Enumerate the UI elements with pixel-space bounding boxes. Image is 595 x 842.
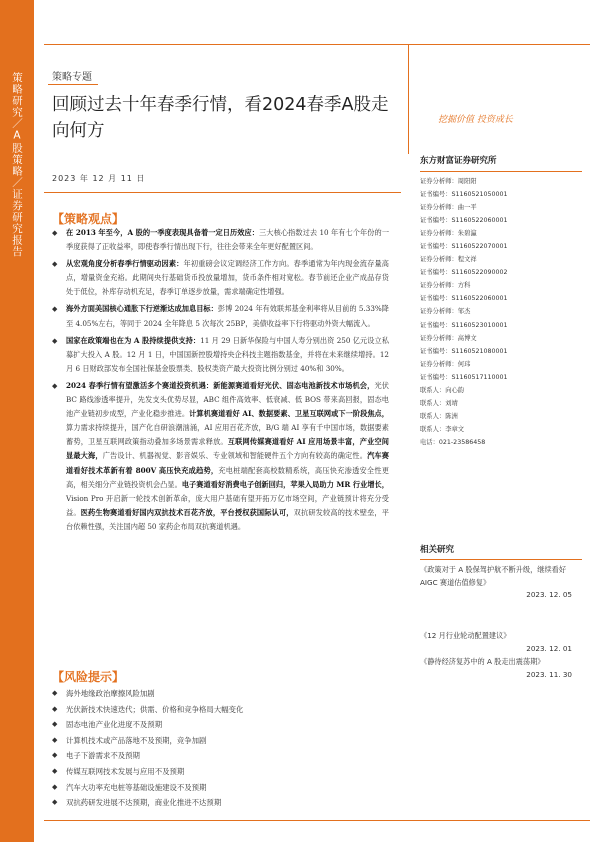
summary-paragraph-2 — [52, 257, 389, 299]
paragraph-3-lead: 海外方面美国核心通胀下行逆渐达成加息目标： — [66, 304, 218, 314]
risk-heading: 【风险提示】 — [52, 670, 125, 684]
related-research-heading: 相关研究 — [420, 543, 582, 560]
risk-item: ◆ 电子下游需求不及预期 — [52, 748, 243, 764]
analyst-line: 证券分析师：朱碧瀛 — [420, 230, 477, 238]
analyst-line: 证券分析师：高博文 — [420, 334, 477, 342]
analyst-line: 证书编号：S1160521050001 — [420, 191, 508, 199]
analyst-line: 证书编号：S1160522090002 — [420, 269, 508, 277]
related-report-date: 2023. 12. 05 — [526, 590, 572, 599]
risk-item: ◆ 汽车大功率充电桩等基础设施建设不及预期 — [52, 780, 243, 796]
analyst-line: 证券分析师：周阳阳 — [420, 178, 477, 185]
analyst-line: 证券分析师：曲一平 — [420, 204, 477, 212]
category-underline — [48, 84, 98, 85]
analyst-line: 证书编号：S1160522060001 — [420, 295, 508, 303]
related-report-1[interactable] — [420, 564, 582, 602]
paragraph-1-lead: 在 2013 年至今，A 股的一季度表现具备着一定日历效应： — [66, 228, 260, 237]
research-institute: 东方财富证券研究所 — [420, 154, 582, 172]
analyst-line: 证券分析师：邹杰 — [420, 308, 471, 316]
paragraph-5-lead-6: 医药生物赛道看好国内双抗技术百花齐放，平台授权获国际认可， — [80, 507, 294, 517]
report-category: 策略专题 — [52, 72, 92, 83]
analyst-line: 电话：021-23586458 — [420, 438, 486, 446]
risk-item: ◆ 传媒互联网技术发展与应用不及预期 — [52, 764, 243, 780]
analyst-line: 证券分析师：方科 — [420, 282, 471, 290]
related-report-date: 2023. 12. 01 — [526, 643, 572, 653]
analyst-line: 联系人：陈洲 — [420, 412, 458, 420]
paragraph-5-text-3: 广告设计、机器视觉、影音娱乐、专业领域和智能硬件五个方向有较高的确定性。 — [102, 451, 368, 461]
paragraph-4-lead: 国家在政策端也在为 A 股持续提供支持： — [66, 335, 201, 345]
summary-heading: 【策略观点】 — [52, 212, 125, 226]
bottom-divider — [44, 820, 590, 821]
related-report-title[interactable]: 《政策对于 A 股保驾护航不断升级，继续看好 AIGC 赛道估值修复》 — [420, 565, 567, 587]
summary-paragraph-4 — [52, 334, 389, 376]
related-report-3[interactable] — [420, 656, 582, 681]
analyst-list — [420, 175, 582, 449]
header-vertical-divider — [408, 44, 409, 154]
summary-paragraph-5 — [52, 379, 389, 534]
analyst-line: 证书编号：S1160521080001 — [420, 347, 508, 355]
risk-item: ◆ 双抗药研发进展不达预期，商业化推进不达预期 — [52, 795, 243, 811]
paragraph-1-text: 三大核心指数过去 10 年有七个年份的一季度获得了正收益率，即使春季行情出现下行，往往会带来全年更好配置区间。 — [66, 228, 390, 252]
analyst-line: 证书编号：S1160522070001 — [420, 243, 508, 251]
analyst-line: 证书编号：S1160517110001 — [420, 373, 508, 381]
paragraph-5-text: 光伏 BC 路线渗透率提升，先发支头优势尽显，ABC 组件高效率、低衰减、低 BOS 带来高回报，固态电池产业链初步成型，产业化稳步推进。 — [66, 380, 389, 419]
paragraph-5-lead-3: 互联网传媒赛道看好 AI 应用场景丰富，产业空间显最大海， — [66, 437, 389, 461]
paragraph-5-lead-2: 计算机赛道看好 AI、数据要素、卫星互联网或下一阶段焦点， — [189, 409, 389, 419]
paragraph-5-text-2: 算力需求持续提升，国产化自研浪潮汹涌，AI 应用百花齐放，B/G 端 AI 享有千中国市场，数据要素蓄势，卫星互联网政策指动叠加多场景需求释放。 — [66, 423, 389, 447]
paragraph-5-lead-4: 汽车赛道看好技术革新有着 800V 高压快充成趋势， — [66, 451, 389, 475]
analyst-line: 联系人：刘靖 — [420, 399, 458, 407]
sidebar-band — [0, 0, 34, 842]
paragraph-5-lead: 2024 春季行情有望激活多个赛道投资机遇：新能源赛道看好光伏、固态电池新技术市场机会， — [66, 380, 375, 390]
paragraph-3-text: 彭博 2024 年有效联邦基金利率将从目前的 5.33%降至 4.05%左右，等同于 2024 全年降息 5 次每次 25BP，美债收益率下行将驱动外资大幅流入。 — [66, 304, 389, 328]
related-report-title[interactable]: 《静待经济复苏中的 A 股走出震荡期》 — [420, 657, 545, 666]
report-date: 2023 年 12 月 11 日 — [52, 174, 146, 183]
analyst-line: 证券分析师：程文祥 — [420, 256, 477, 264]
summary-body — [52, 226, 389, 537]
sidebar-label: 策略研究／A股策略／证券研究报告 — [11, 72, 23, 258]
summary-paragraph-3 — [52, 302, 389, 330]
risk-item: ◆ 固态电池产业化进度不及预期 — [52, 717, 243, 733]
risk-item: ◆ 光伏新技术快速迭代；供需、价格和竞争格局大幅变化 — [52, 702, 243, 718]
related-report-date: 2023. 11. 30 — [526, 669, 572, 679]
date-divider — [44, 192, 401, 193]
top-divider — [44, 44, 590, 45]
analyst-line: 证券分析师：何玮 — [420, 360, 471, 368]
summary-paragraph-1 — [52, 226, 389, 254]
analyst-line: 联系人：向心韵 — [420, 386, 465, 394]
paragraph-5-text-5: Vision Pro 开启新一轮技术创新革命，庞大用户基础有望开拓万亿市场空间，产业链预计将充分受益。 — [66, 493, 389, 517]
paragraph-2-lead: 从宏观角度分析春季行情驱动因素： — [66, 259, 184, 269]
report-title: 回顾过去十年春季行情，看2024春季A股走向何方 — [52, 95, 389, 141]
paragraph-5-text-6: 双抗研发较高的技术壁垒，平台依赖性强，关注国内超 50 家药企布局双抗赛道机遇。 — [66, 507, 389, 531]
risk-item: ◆ 海外地缘政治摩擦风险加剧 — [52, 686, 243, 702]
related-report-title[interactable]: 《12 月行业轮动配置建议》 — [420, 631, 511, 640]
analyst-line: 联系人：李章文 — [420, 425, 465, 433]
slogan: 挖掘价值 投资成长 — [438, 115, 513, 125]
paragraph-5-text-4: 充电桩端配套高校数精系统，高压快充渗透安全性更高，相关细分产业链投资机会凸显。 — [66, 465, 389, 489]
paragraph-4-text: 11 月 29 日新华保险与中国人寿分别出资 250 亿元设立私募扩大投入 A 股。12 月 1 日，中国国新控股增持央企科技主题指数基金，并将在未来继续增持。12 月 6 日财政部发布全国社保基金股票类、股权类资产最大投资比例分别过 40%和 30%。 — [66, 335, 390, 373]
risk-list — [52, 686, 243, 811]
risk-item: ◆ 计算机技术或产品落地不及预期，竞争加剧 — [52, 733, 243, 749]
paragraph-5-lead-5: 电子赛道看好消费电子创新回归，苹果入局助力 MR 行业增长， — [181, 479, 389, 489]
analyst-line: 证书编号：S1160522060001 — [420, 217, 508, 225]
analyst-line: 证书编号：S1160523010001 — [420, 321, 508, 329]
related-report-2[interactable] — [420, 630, 582, 655]
paragraph-2-text: 年初重磅会议定调经济工作方向。春季通常为年内现金流存量高点，增量资金充裕。此期间央行基础货币投放量增加，货币条件相对宽松。春节前还企业产成品存货处于低位，补库存动机充足，春季订单逐步放量，需求端确定性增强。 — [66, 259, 389, 297]
